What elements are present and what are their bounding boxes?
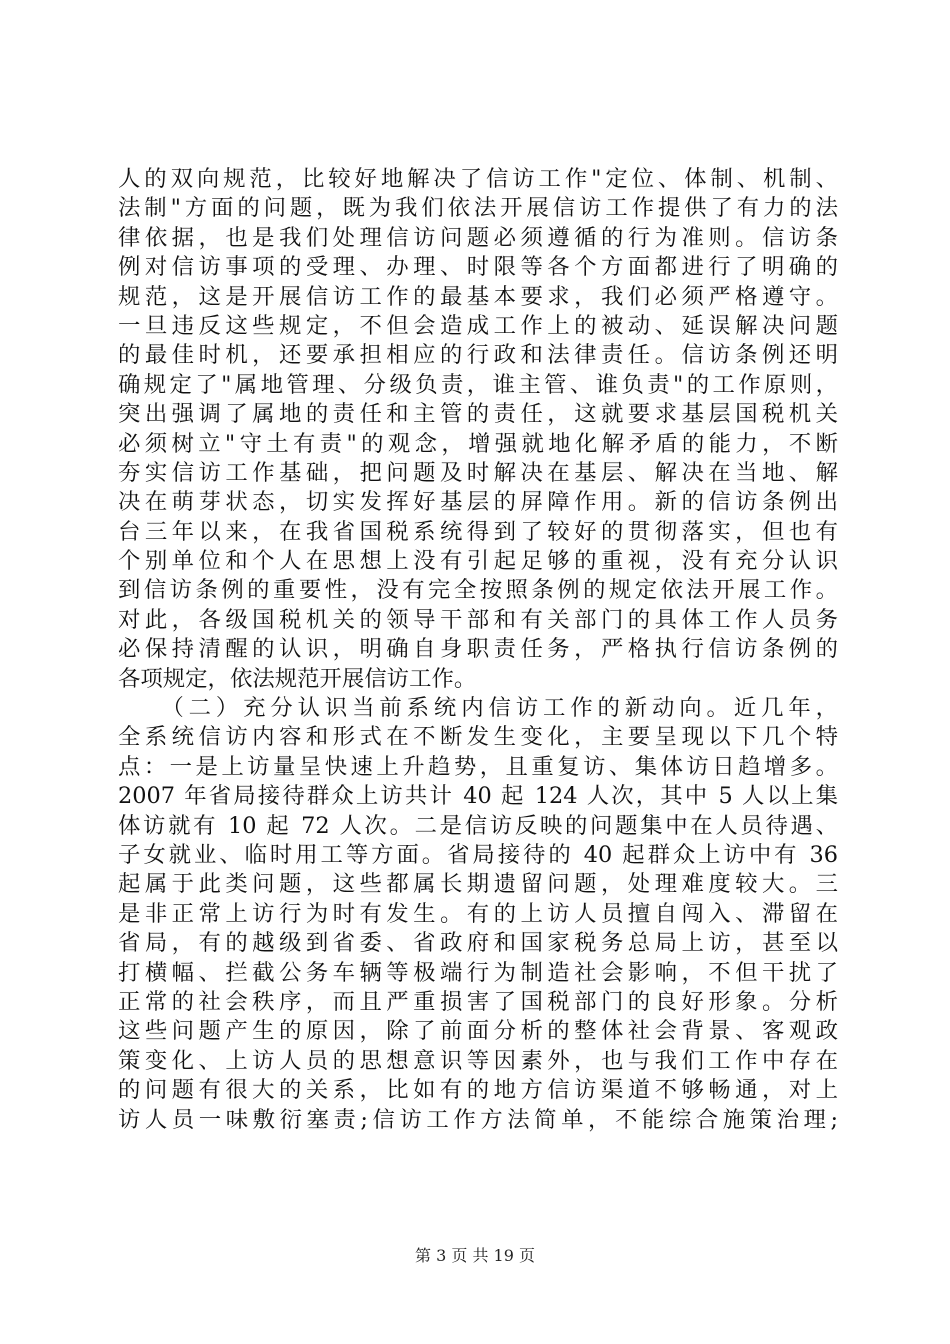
text-line: 2007 年省局接待群众上访共计 40 起 124 人次，其中 5 人以上集 xyxy=(118,783,838,810)
text-line: 一旦违反这些规定，不但会造成工作上的被动、延误解决问题 xyxy=(118,312,838,339)
text-line: 夯实信访工作基础，把问题及时解决在基层、解决在当地、解 xyxy=(118,459,838,486)
text-line: 突出强调了属地的责任和主管的责任，这就要求基层国税机关 xyxy=(118,401,838,428)
text-line: 人的双向规范，比较好地解决了信访工作"定位、体制、机制、 xyxy=(118,166,838,192)
text-line: 例对信访事项的受理、办理、时限等各个方面都进行了明确的 xyxy=(118,254,838,281)
page-footer: 第 3 页 共 19 页 xyxy=(415,1246,535,1265)
text-line: （二）充分认识当前系统内信访工作的新动向。近几年， xyxy=(118,695,838,722)
text-line: 律依据，也是我们处理信访问题必须遵循的行为准则。信访条 xyxy=(118,224,838,251)
text-line: 法制"方面的问题，既为我们依法开展信访工作提供了有力的法 xyxy=(118,195,838,222)
text-line: 点：一是上访量呈快速上升趋势，且重复访、集体访日趋增多。 xyxy=(118,753,838,780)
text-line: 全系统信访内容和形式在不断发生变化，主要呈现以下几个特 xyxy=(118,724,838,751)
text-line: 的最佳时机，还要承担相应的行政和法律责任。信访条例还明 xyxy=(118,342,838,369)
text-line: 是非正常上访行为时有发生。有的上访人员擅自闯入、滞留在 xyxy=(118,900,838,927)
text-line: 个别单位和个人在思想上没有引起足够的重视，没有充分认识 xyxy=(118,548,838,575)
text-line: 这些问题产生的原因，除了前面分析的整体社会背景、客观政 xyxy=(118,1018,838,1045)
text-line: 正常的社会秩序，而且严重损害了国税部门的良好形象。分析 xyxy=(118,988,838,1015)
text-line: 确规定了"属地管理、分级负责，谁主管、谁负责"的工作原则， xyxy=(118,371,838,398)
text-line: 起属于此类问题，这些都属长期遗留问题，处理难度较大。三 xyxy=(118,871,838,898)
text-line: 必须树立"守土有责"的观念，增强就地化解矛盾的能力，不断 xyxy=(118,430,838,457)
text-line: 到信访条例的重要性，没有完全按照条例的规定依法开展工作。 xyxy=(118,577,838,604)
text-line: 台三年以来，在我省国税系统得到了较好的贯彻落实，但也有 xyxy=(118,518,838,545)
text-line: 规范，这是开展信访工作的最基本要求，我们必须严格遵守。 xyxy=(118,283,838,310)
text-line: 策变化、上访人员的思想意识等因素外，也与我们工作中存在 xyxy=(118,1047,838,1074)
text-line: 访人员一味敷衍塞责;信访工作方法简单，不能综合施策治理; xyxy=(118,1106,838,1133)
body-text xyxy=(118,165,838,1135)
text-line: 体访就有 10 起 72 人次。二是信访反映的问题集中在人员待遇、 xyxy=(118,812,838,839)
text-line: 各项规定，依法规范开展信访工作。 xyxy=(118,665,477,692)
text-line: 必保持清醒的认识，明确自身职责任务，严格执行信访条例的 xyxy=(118,636,838,663)
text-line: 的问题有很大的关系，比如有的地方信访渠道不够畅通，对上 xyxy=(118,1077,838,1104)
text-line: 决在萌芽状态，切实发挥好基层的屏障作用。新的信访条例出 xyxy=(118,489,838,516)
text-line: 子女就业、临时用工等方面。省局接待的 40 起群众上访中有 36 xyxy=(118,841,838,868)
text-line: 省局，有的越级到省委、省政府和国家税务总局上访，甚至以 xyxy=(118,930,838,957)
text-line: 打横幅、拦截公务车辆等极端行为制造社会影响，不但干扰了 xyxy=(118,959,838,986)
text-line: 对此，各级国税机关的领导干部和有关部门的具体工作人员务 xyxy=(118,606,838,633)
